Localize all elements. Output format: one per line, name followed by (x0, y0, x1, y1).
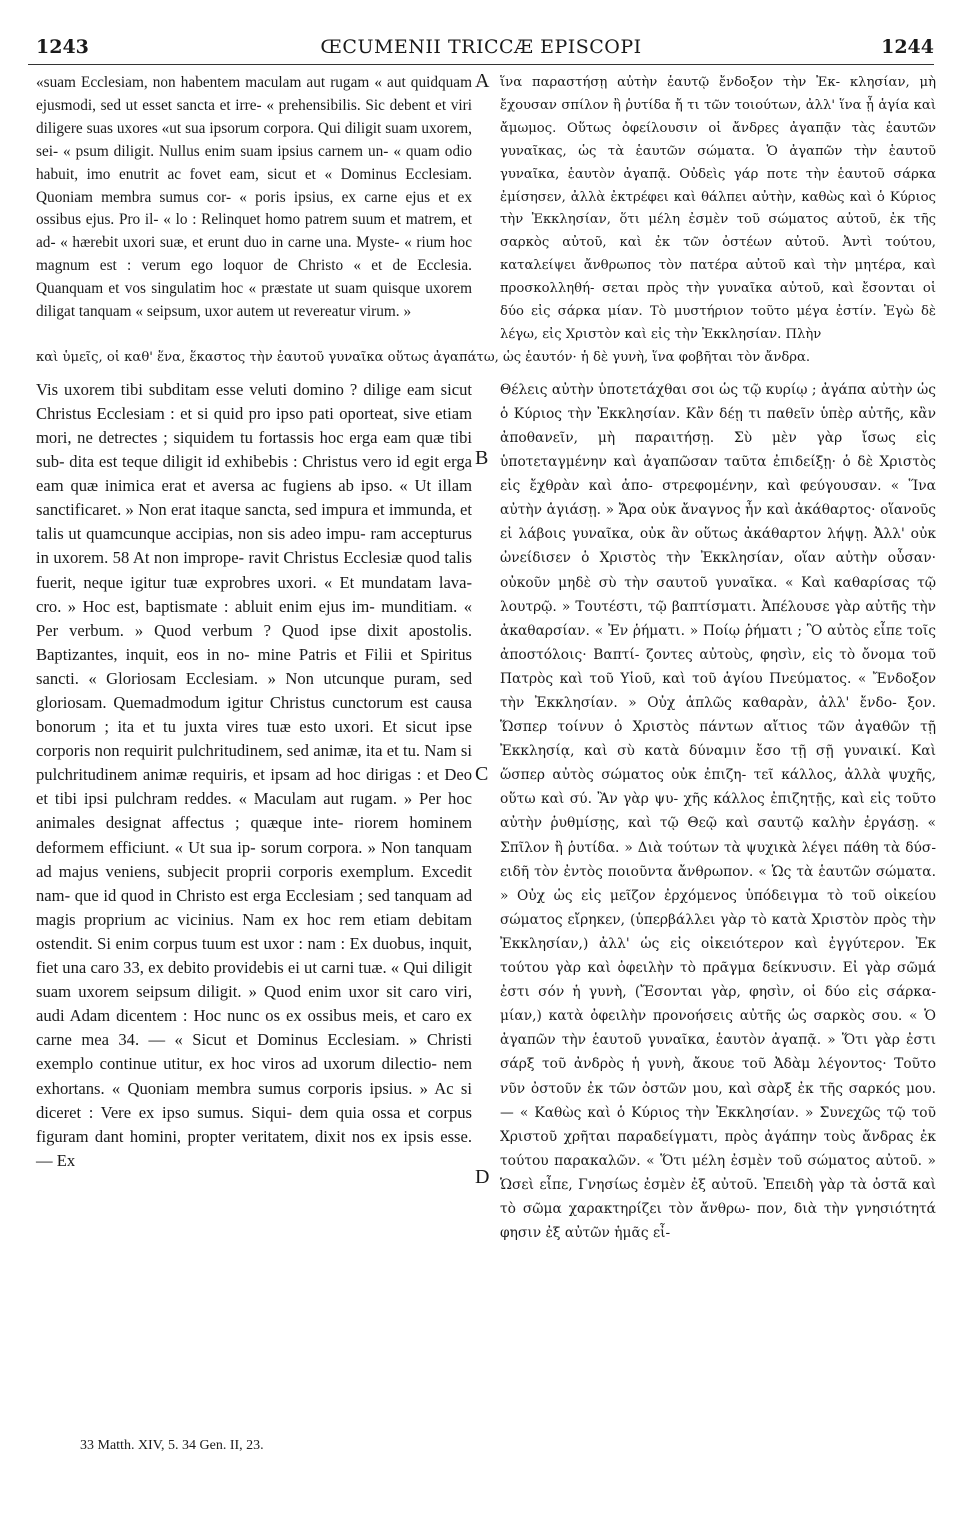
greek-column-top (500, 72, 936, 347)
running-header (28, 30, 934, 65)
section-marker-b: B (475, 447, 489, 469)
latin-column-main (36, 378, 472, 1245)
page-body (36, 72, 936, 1245)
latin-main-text: Vis uxorem tibi subditam esse veluti domino ? dilige eam sicut Christus Ecclesiam : et si quid pro ipso pati oporteat, sive etiam mori, ne detrectes ; siquidem tu fortassis hoc erga eam quæ tibi sub- dita est teque diligit id exhibebis : Christus vero id egit erga eam quæ inimica erat et aversa ac fugiens ab ipso. « Ut illam sanctificaret. » Non erat itaque sancta, sed impura et immunda, et talis ut quamcunque accipias, non sis adeo impu- ram accepturus in uxorem. 58 At non imprope- ravit Christus Ecclesiæ quod talis fuerit, neque igitur tuæ exprobres uxori. « Et mundatam lava- cro. » Hoc est, baptismate : abluit enim ejus im- munditiam. « Per verbum. » Quod verbum ? Quod ipse dixit apostolis. Baptizantes, inquit, eos in no- mine Patris et Filii et Spiritus sancti. « Gloriosam Ecclesiam. » Non utcunque puram, sed gloriosam. Quemadmodum igitur Christus cunctorum est causa bonorum ; ita et tu juxta vires tuæ esto uxori. Et sicut ipse corporis non requirit pulchritudinem, sed animæ, ita et tu. Nam si pulchritudinem animæ requiris, et ipsam ad hoc dirigas : et Deo et tibi ipsi pulchram reddes. « Maculam aut rugam. » Per hoc animales designat affectus ; quæque inte- riorem hominem deformem efficiunt. « Ut sua ip- sorum corpora. » Non tanquam ad majus veniens, subjecit proprii corporis exemplum. Excedit nam- que id quod in Christo est erga Ecclesiam ; sed tanquam ad magis proprium ac vicinius. Nam ex hoc rem etiam debitam ostendit. Si enim corpus tuum est uxor : nam : Ex duobus, inquit, fiet una caro 33, ex debito providebis ei ut carni tuæ. « Qui diligit suam uxorem seipsum diligit. » Quod enim uxor sit caro viri, audi Adam dicentem : Hoc nunc os ex ossibus meis, et caro ex carne mea 34. — « Sicut et Dominus Ecclesiam. » Christi exemplo continue utitur, ex hoc viros ad uxorum dilectio- nem exhortans. « Quoniam membra sumus corporis ipsius. » Ac si diceret : Vere ex ipso sumus. Siqui- dem quia ossa et corpus figuram dant homini, propter veritatem, dixit nos ex ipsis esse. — Ex (36, 379, 472, 1170)
greek-top-text: ἵνα παραστήσῃ αὐτὴν ἑαυτῷ ἔνδοξον τὴν Ἐκ- κλησίαν, μὴ ἔχουσαν σπίλον ἢ ῥυτίδα ἤ τι τῶν τοιούτων, ἀλλ' ἵνα ᾖ ἁγία καὶ ἄμωμος. Οὕτως ὀφείλουσιν οἱ ἄνδρες ἀγαπᾷν τὰς ἑαυτῶν γυναῖκας, ὡς τὰ ἑαυτῶν σώματα. Ὁ ἀγαπῶν τὴν ἑαυτοῦ γυναῖκα, ἑαυτὸν ἀγαπᾷ. Οὐδεὶς γάρ ποτε τὴν ἑαυτοῦ σάρκα ἐμίσησεν, ἀλλὰ ἐκτρέφει καὶ θάλπει αὐτὴν, καθὼς καὶ ὁ Κύριος τὴν Ἐκκλησίαν, ὅτι μέλη ἐσμὲν τοῦ σώματος αὐτοῦ, ἐκ τῆς σαρκὸς αὐτοῦ, καὶ ἐκ τῶν ὀστέων αὐτοῦ. Ἀντὶ τούτου, καταλείψει ἄνθρωπος τὸν πατέρα αὐτοῦ καὶ τὴν μητέρα, καὶ προσκολληθή- σεται πρὸς τὴν γυναῖκα αὐτοῦ, καὶ ἔσονται οἱ δύο εἰς σάρκα μίαν. Τὸ μυστήριον τοῦτο μέγα ἐστίν. Ἐγὼ δὲ λέγω, εἰς Χριστὸν καὶ εἰς τὴν Ἐκκλησίαν. Πλὴν (500, 75, 936, 342)
greek-main-text: Θέλεις αὐτὴν ὑποτετάχθαι σοι ὡς τῷ κυρίῳ ; ἀγάπα αὐτὴν ὡς ὁ Κύριος τὴν Ἐκκλησίαν. Κἂν δέῃ τι παθεῖν ὑπὲρ αὐτῆς, κἂν ἀποθανεῖν, μὴ παραιτήσῃ. Σὺ μὲν γὰρ ἴσως εἰς ὑποτεταγμένην καὶ ἀγαπῶσαν ταῦτα ἐπιδείξῃ· ὁ δὲ Χριστὸς εἰς ἔχθρὰν καὶ ἀπο- στρεφομένην, καὶ φεύγουσαν. « Ἵνα αὐτὴν ἁγιάσῃ. » Ἄρα οὐκ ἄναγνος ἦν καὶ ἀκάθαρτος· οἵανοῦς εἰ λάβοις γυναῖκα, οὐκ ἂν οὕτως ἀκάθαρτον λήψῃ. Ἀλλ' οὐκ ὠνείδισεν ὁ Χριστὸς τὴν Ἐκκλησίαν, οἵαν αὐτὴν οὖσαν· οὐκοῦν μηδὲ σὺ τὴν σαυτοῦ γυναῖκα. « Καὶ καθαρίσας τῷ λουτρῷ. » Τουτέστι, τῷ βαπτίσματι. Ἀπέλουσε γὰρ αὐτῆς τὴν ἀκαθαρσίαν. « Ἐν ῥήματι. » Ποίῳ ῥήματι ; Ὃ αὐτὸς εἶπε τοῖς ἀποστόλοις· Βαπτί- ζοντες αὐτοὺς, φησὶν, εἰς τὸ ὄνομα τοῦ Πατρὸς καὶ τοῦ Υἱοῦ, καὶ τοῦ ἁγίου Πνεύματος. « Ἔνδοξον τὴν Ἐκκλησίαν. » Οὐχ ἁπλῶς καθαρὰν, ἀλλ' ἔνδο- ξον. Ὥσπερ τοίνυν ὁ Χριστὸς πάντων αἴτιος τῶν ἀγαθῶν τῇ Ἐκκλησίᾳ, καὶ σὺ κατὰ δύναμιν ἔσο τῇ σῇ γυναικί. Καὶ ὥσπερ αὐτὸς σώματος οὐκ ἐπιζη- τεῖ κάλλος, ἀλλὰ ψυχῆς, οὕτω καὶ σύ. Ἂν γὰρ ψυ- χῆς κάλλος ἐπιζητῇς, καὶ εἰς τοῦτο αὐτὴν ῥυθμίσῃς, καὶ τῷ Θεῷ καὶ σαυτῷ καλὴν ἐργάσῃ. « Σπῖλον ἢ ῥυτίδα. » Διὰ τούτων τὰ ψυχικὰ λέγει πάθη τὰ δύσ- ειδῆ τὸν ἐντὸς ποιοῦντα ἄνθρωπον. « Ὡς τὰ ἑαυτῶν σώματα. » Οὐχ ὡς εἰς μεῖζον ἐρχόμενος ὑπόδειγμα τὸ τοῦ οἰκείου σώματος εἴρηκεν, (ὑπερβάλλει γὰρ τὸ κατὰ Χριστὸν πρὸς τὴν Ἐκκλησίαν,) ἀλλ' ὡς εἰς οἰκειότερον καὶ ἐγγύτερον. Ἐκ τούτου γὰρ καὶ ὀφειλὴν τὸ πρᾶγμα δείκνυσιν. Εἰ γὰρ σῶμά ἐστι σόν ἡ γυνὴ, (Ἔσονται γὰρ, φησὶν, οἱ δύο εἰς σάρκα- μίαν,) κατὰ ὀφειλὴν προνοήσεις αὐτῆς ὡς σαρκὸς σου. « Ὁ ἀγαπῶν τὴν ἑαυτοῦ γυναῖκα, ἑαυτὸν ἀγαπᾷ. » Ὅτι γὰρ ἐστι σάρξ τοῦ ἀνδρὸς ἡ γυνὴ, ἄκουε τοῦ Ἀδὰμ λέγοντος· Τοῦτο νῦν ὀστοῦν ἐκ τῶν ὀστῶν μου, καὶ σὰρξ ἐκ τῆς σαρκός μου. — « Καθὼς καὶ ὁ Κύριος τὴν Ἐκκλησίαν. » Συνεχῶς τῷ τοῦ Χριστοῦ χρῆται παραδείγματι, πρὸς ἀγάπην τοὺς ἄνδρας ἐκ τούτου παρακαλῶν. « Ὅτι μέλη ἐσμὲν τοῦ σώματος αὐτοῦ. » Ὡσεὶ εἶπε, Γνησίως ἐσμὲν ἐξ αὐτοῦ. Ἐπειδὴ γὰρ τὰ ὀστᾶ καὶ τὸ σῶμα χαρακτηρίζει τὸν ἄνθρω- πον, διὰ τὴν γνησιότητά φησιν ἐξ αὐτῶν ἡμᾶς εἶ- (500, 381, 936, 1242)
greek-full-width-line: καὶ ὑμεῖς, οἱ καθ' ἕνα, ἕκαστος τὴν ἑαυτοῦ γυναῖκα οὕτως ἀγαπάτω, ὡς ἑαυτόν· ἡ δὲ γυνὴ, ἵνα φοβῆται τὸν ἄνδρα. (36, 349, 811, 365)
page-number-left: 1243 (36, 36, 89, 58)
top-block (36, 72, 936, 347)
latin-top-text: «suam Ecclesiam, non habentem maculam aut rugam « aut quidquam ejusmodi, sed ut esset sancta et irre- « prehensibilis. Sic debent et viri diligere suas uxores «ut sua ipsorum corpora. Qui diligit suam uxorem, sei- « psum diligit. Nullus enim suam ipsius carnem un- « quam odio habuit, imo enutrit ac fovet eam, sicut et « Dominus Ecclesiam. Quoniam membra sumus cor- « poris ipsius, ex carne ejus et ex ossibus ejus. Pro il- « lo : Relinquet homo patrem suum et matrem, et ad- « hærebit uxori suæ, et erunt duo in carne una. Myste- « rium hoc magnum est : verum ego loquor de Christo « et de Ecclesia. Quanquam et vos singulatim hoc « præstate ut suam quisque uxorem diligat tanquam « seipsum, uxor autem ut revereatur virum. » (36, 74, 472, 321)
footnotes: 33 Matth. XIV, 5. 34 Gen. II, 23. (80, 1438, 264, 1453)
section-marker-a: A (475, 70, 490, 92)
latin-column-top (36, 72, 472, 347)
running-title: ŒCUMENII TRICCÆ EPISCOPI (320, 36, 642, 58)
section-marker-c: C (475, 763, 489, 785)
section-marker-d: D (475, 1166, 490, 1188)
page-number-right: 1244 (881, 36, 934, 58)
main-block (36, 378, 936, 1245)
greek-column-main (500, 378, 936, 1245)
